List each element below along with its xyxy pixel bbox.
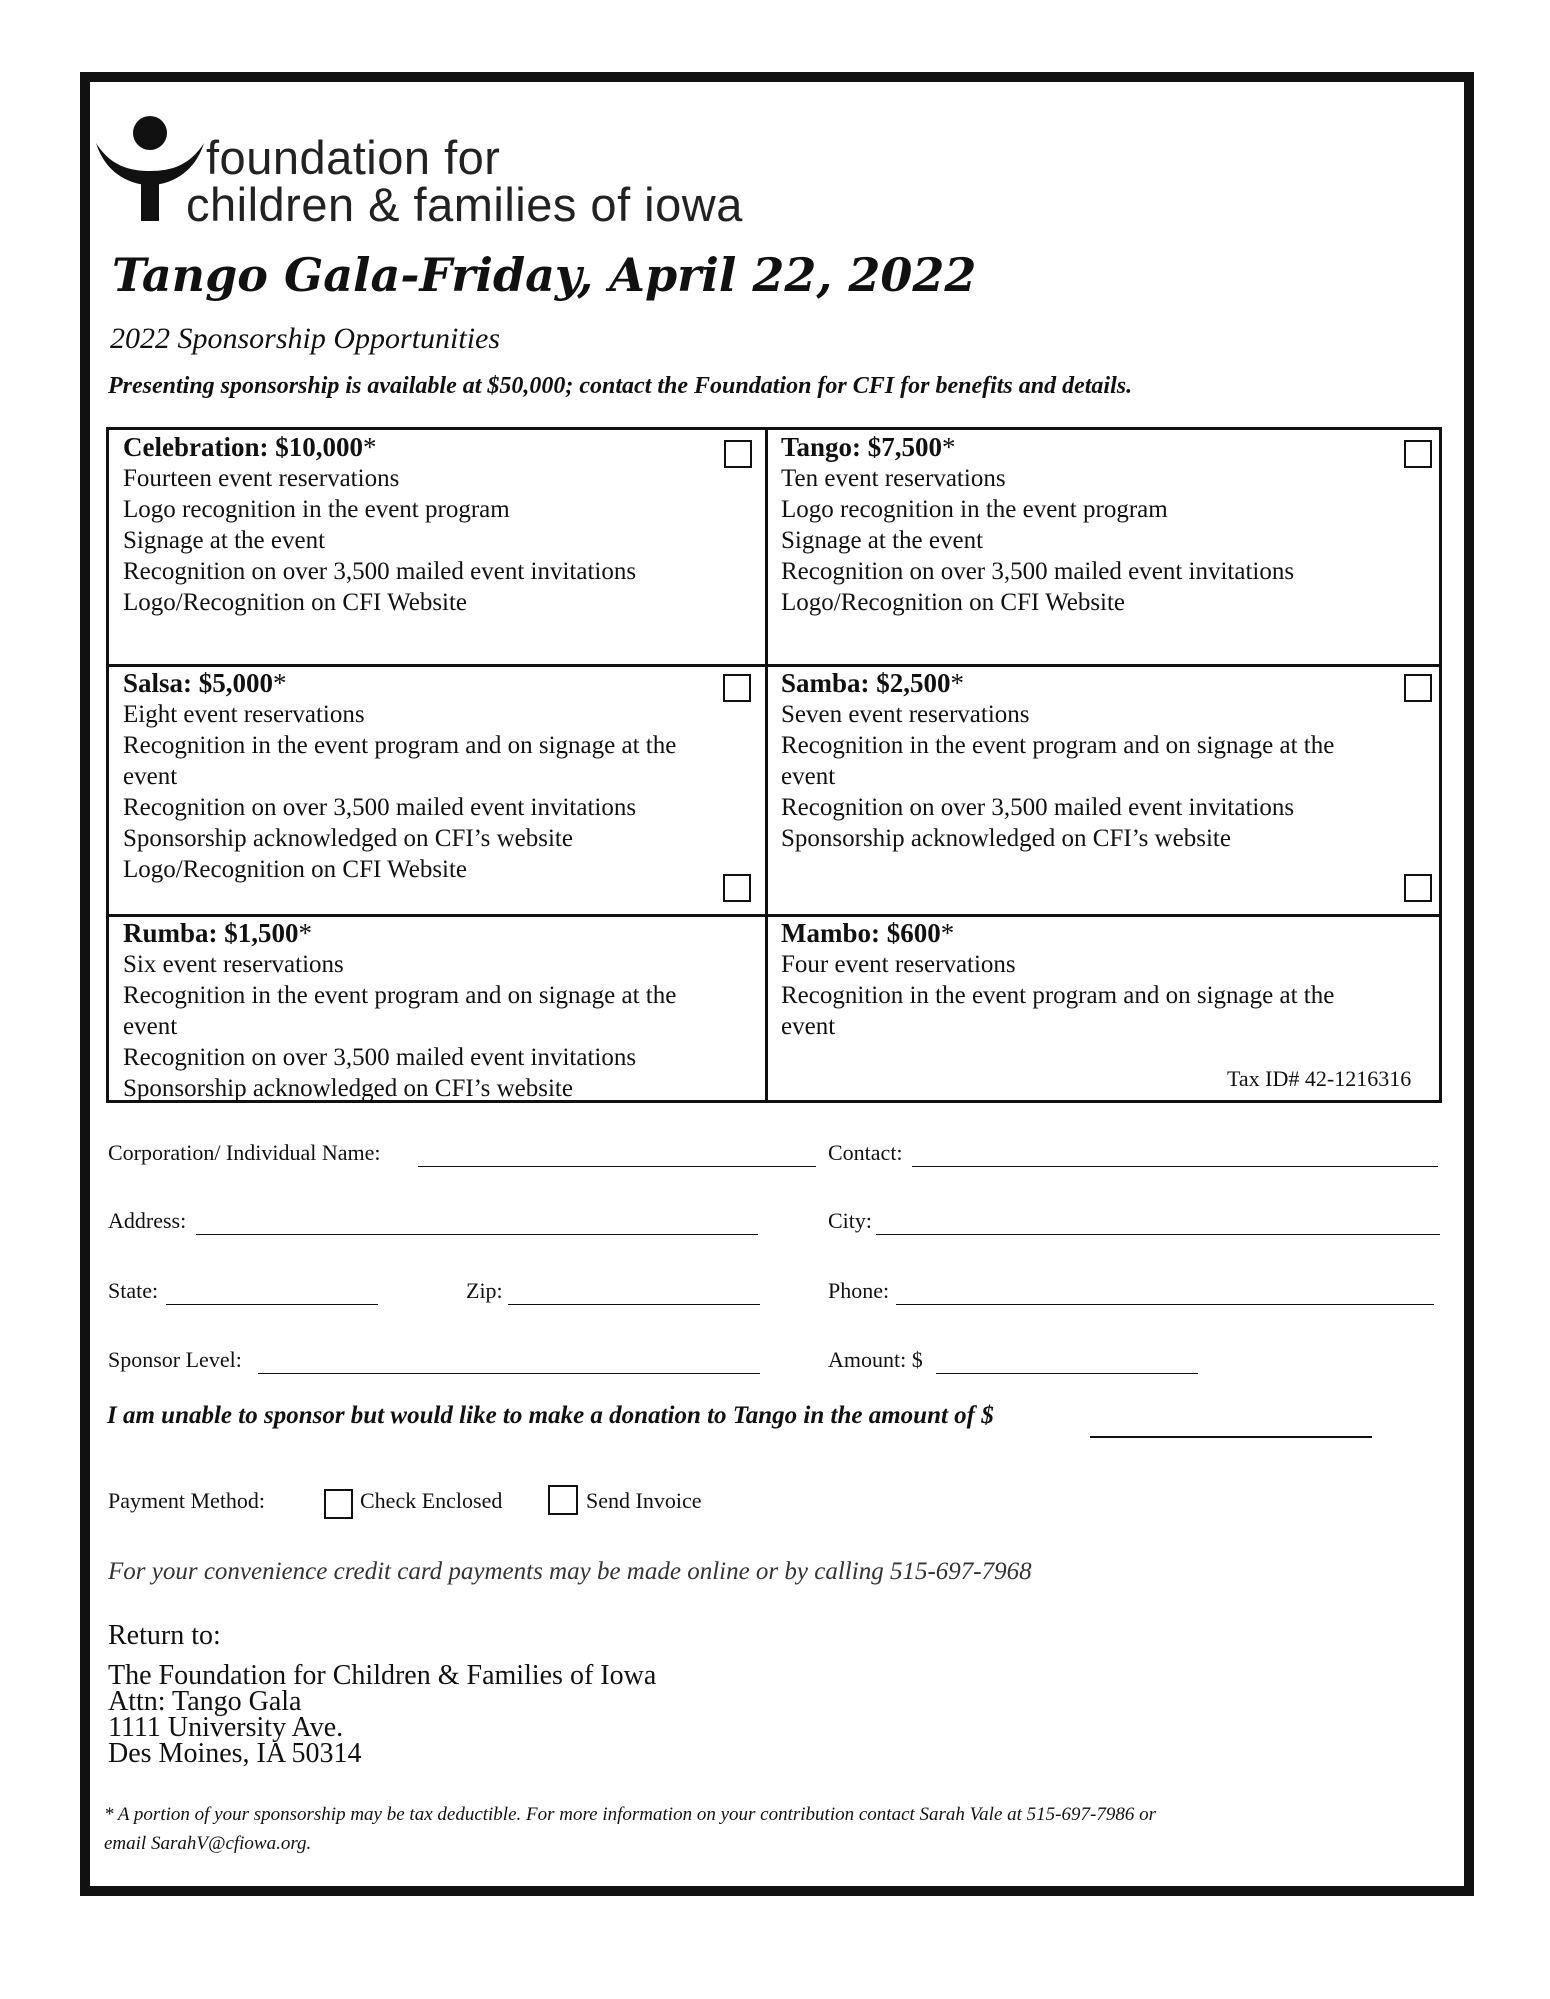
- checkbox-celebration[interactable]: [724, 440, 752, 468]
- amount-field[interactable]: [936, 1373, 1198, 1374]
- return-line-4: Des Moines, IA 50314: [108, 1738, 362, 1769]
- level-title: Samba: $2,500*: [781, 668, 965, 698]
- benefit: Recognition on over 3,500 mailed event invitations: [781, 558, 1295, 585]
- benefit: event: [123, 1013, 178, 1040]
- return-line-1: The Foundation for Children & Families of Iowa: [108, 1660, 657, 1691]
- page-title: [112, 248, 976, 302]
- level-title: Mambo: $600*: [781, 918, 955, 948]
- benefit: Recognition on over 3,500 mailed event invitations: [781, 794, 1295, 821]
- zip-label: Zip:: [466, 1278, 503, 1303]
- level-samba: [781, 668, 1334, 854]
- benefit: Recognition in the event program and on signage at the: [781, 982, 1335, 1009]
- checkbox-salsa-lower[interactable]: [723, 874, 751, 902]
- benefit: Recognition in the event program and on signage at the: [781, 732, 1335, 759]
- tax-id: Tax ID# 42-1216316: [1227, 1066, 1412, 1091]
- benefit: Logo/Recognition on CFI Website: [123, 589, 468, 616]
- benefit: Recognition in the event program and on signage at the: [123, 982, 677, 1009]
- city-label: City:: [828, 1208, 873, 1233]
- checkbox-samba[interactable]: [1404, 674, 1432, 702]
- level-title: Celebration: $10,000*: [123, 432, 377, 462]
- corporation-label: Corporation/ Individual Name:: [108, 1140, 381, 1165]
- benefit: Signage at the event: [781, 527, 984, 554]
- sponsorship-grid: [106, 427, 1442, 1103]
- check-enclosed-label: Check Enclosed: [360, 1488, 503, 1513]
- zip-field[interactable]: [508, 1304, 760, 1305]
- title-dash: -: [400, 248, 420, 302]
- title-event: Tango Gala: [112, 248, 401, 302]
- send-invoice-label: Send Invoice: [586, 1488, 702, 1513]
- level-mambo: [781, 918, 1334, 1042]
- level-title: Rumba: $1,500*: [123, 918, 313, 948]
- presenting-note: Presenting sponsorship is available at $50,000; contact the Foundation for CFI for benefits and details.: [108, 373, 1133, 399]
- grid-divider-row1: [109, 664, 1439, 667]
- footnote-line-1: * A portion of your sponsorship may be tax deductible. For more information on your contribution contact Sarah Vale at 515-697-7986 or: [104, 1804, 1156, 1825]
- address-field[interactable]: [196, 1234, 758, 1235]
- benefit: Logo recognition in the event program: [123, 496, 510, 523]
- benefit: Sponsorship acknowledged on CFI’s website: [123, 1075, 573, 1102]
- send-invoice-checkbox[interactable]: [548, 1485, 578, 1515]
- benefit: Recognition in the event program and on signage at the: [123, 732, 677, 759]
- checkbox-salsa[interactable]: [723, 674, 751, 702]
- footnote-line-2: email SarahV@cfiowa.org.: [104, 1833, 312, 1854]
- title-date: Friday, April 22, 2022: [419, 248, 977, 302]
- checkbox-tango[interactable]: [1404, 440, 1432, 468]
- level-celebration: [123, 432, 636, 618]
- phone-field[interactable]: [896, 1304, 1434, 1305]
- benefit: Seven event reservations: [781, 701, 1030, 728]
- city-field[interactable]: [876, 1234, 1440, 1235]
- check-enclosed-checkbox[interactable]: [324, 1489, 353, 1519]
- checkbox-samba-lower[interactable]: [1404, 874, 1432, 902]
- state-label: State:: [108, 1278, 159, 1303]
- benefit: event: [781, 763, 836, 790]
- logo-line-2: children & families of iowa: [186, 178, 743, 231]
- donation-text: I am unable to sponsor but would like to make a donation to Tango in the amount of $: [107, 1402, 994, 1429]
- benefit: Signage at the event: [123, 527, 326, 554]
- phone-label: Phone:: [828, 1278, 890, 1303]
- benefit: Ten event reservations: [781, 465, 1006, 492]
- logo-line-1: foundation for: [206, 131, 501, 184]
- sponsor-level-field[interactable]: [258, 1373, 760, 1374]
- benefit: Logo/Recognition on CFI Website: [781, 589, 1126, 616]
- benefit: event: [781, 1013, 836, 1040]
- amount-label: Amount: $: [828, 1347, 923, 1372]
- level-salsa: [123, 668, 676, 885]
- benefit: Recognition on over 3,500 mailed event invitations: [123, 558, 637, 585]
- return-label: Return to:: [108, 1620, 221, 1651]
- benefit: Six event reservations: [123, 951, 344, 978]
- grid-divider-vertical: [765, 430, 768, 1100]
- return-line-2: Attn: Tango Gala: [108, 1686, 302, 1717]
- donation-amount-field[interactable]: [1090, 1436, 1372, 1438]
- level-rumba: [123, 918, 676, 1104]
- benefit: Logo recognition in the event program: [781, 496, 1168, 523]
- benefit: Recognition on over 3,500 mailed event invitations: [123, 1044, 637, 1071]
- contact-field[interactable]: [912, 1166, 1438, 1167]
- grid-divider-row2: [109, 914, 1439, 917]
- benefit: Fourteen event reservations: [123, 465, 400, 492]
- benefit: Sponsorship acknowledged on CFI’s website: [123, 825, 573, 852]
- corporation-field[interactable]: [418, 1166, 816, 1167]
- benefit: Eight event reservations: [123, 701, 365, 728]
- benefit: Logo/Recognition on CFI Website: [123, 856, 468, 883]
- benefit: Recognition on over 3,500 mailed event invitations: [123, 794, 637, 821]
- level-title: Tango: $7,500*: [781, 432, 956, 462]
- contact-label: Contact:: [828, 1140, 903, 1165]
- level-tango: [781, 432, 1294, 618]
- payment-method-label: Payment Method:: [108, 1488, 266, 1513]
- convenience-note: For your convenience credit card payments may be made online or by calling 515-697-7968: [108, 1558, 1032, 1585]
- page-subtitle: 2022 Sponsorship Opportunities: [110, 322, 501, 355]
- benefit: event: [123, 763, 178, 790]
- address-label: Address:: [108, 1208, 187, 1233]
- benefit: Four event reservations: [781, 951, 1016, 978]
- state-field[interactable]: [166, 1304, 378, 1305]
- sponsor-level-label: Sponsor Level:: [108, 1347, 242, 1372]
- benefit: Sponsorship acknowledged on CFI’s website: [781, 825, 1231, 852]
- return-line-3: 1111 University Ave.: [108, 1712, 344, 1743]
- level-title: Salsa: $5,000*: [123, 668, 287, 698]
